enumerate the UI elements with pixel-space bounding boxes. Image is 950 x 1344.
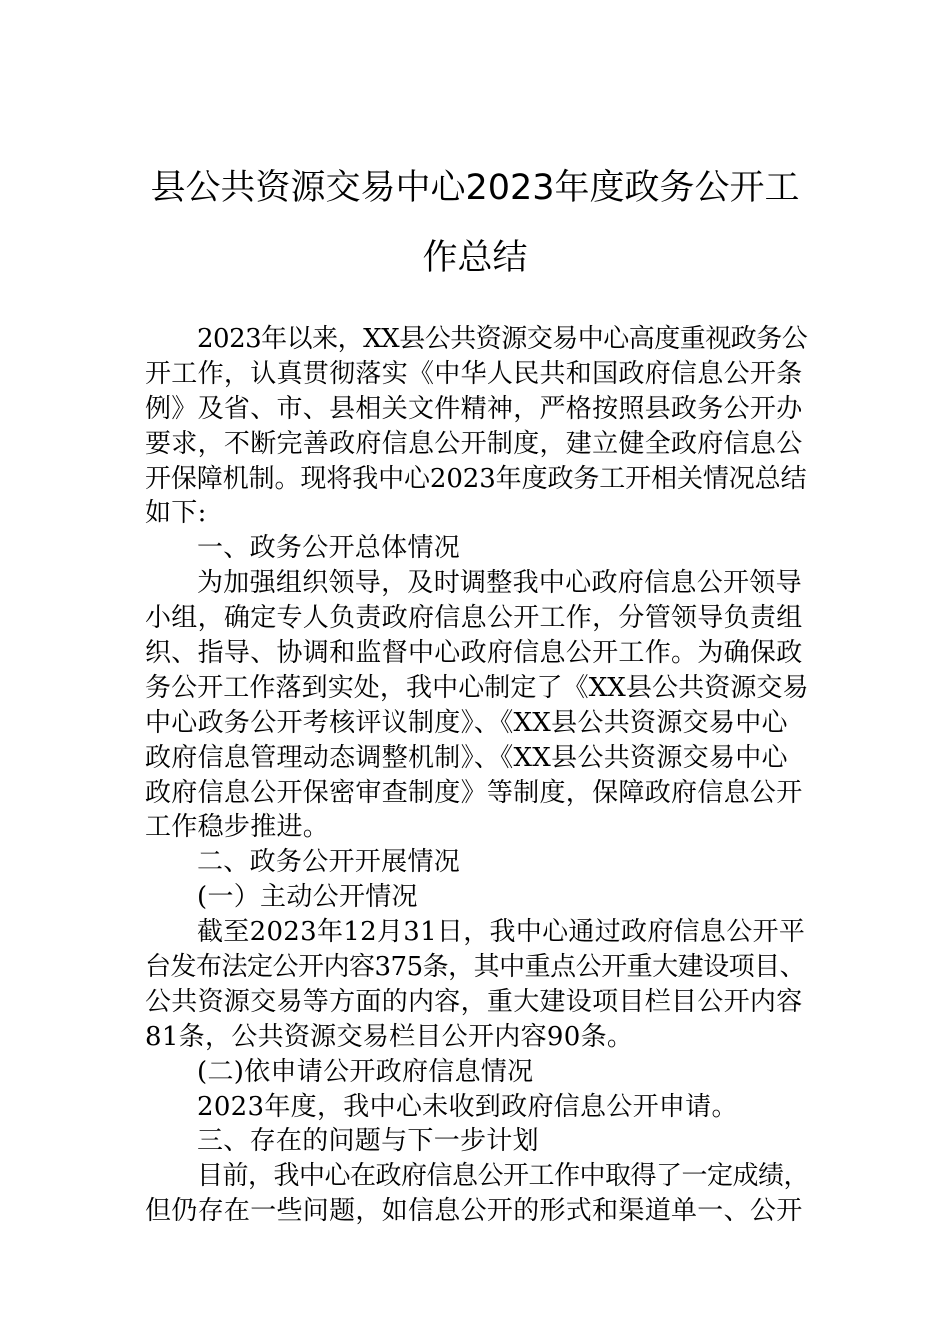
text-line: 截至2023年12月31日，我中心通过政府信息公开平 bbox=[197, 917, 806, 948]
text-line: 为加强组织领导，及时调整我中心政府信息公开领导 bbox=[197, 568, 802, 599]
text-line: 例》及省、市、县相关文件精神，严格按照县政务公开办 bbox=[145, 393, 803, 424]
text-line: (二)依申请公开政府信息情况 bbox=[197, 1056, 534, 1087]
text-line: 81条，公共资源交易栏目公开内容90条。 bbox=[145, 1021, 634, 1052]
text-line: 台发布法定公开内容375条，其中重点公开重大建设项目、 bbox=[145, 952, 806, 983]
text-line: 务公开工作落到实处，我中心制定了《XX县公共资源交易 bbox=[145, 672, 809, 703]
text-line: 中心政务公开考核评议制度》、《XX县公共资源交易中心 bbox=[145, 707, 788, 738]
text-line: 织、指导、协调和监督中心政府信息公开工作。为确保政 bbox=[145, 638, 803, 669]
text-line: 但仍存在一些问题，如信息公开的形式和渠道单一、公开 bbox=[145, 1196, 803, 1227]
text-line: 工作稳步推进。 bbox=[145, 812, 330, 843]
text-line: 公共资源交易等方面的内容，重大建设项目栏目公开内容 bbox=[145, 986, 803, 1017]
text-line: 一、政务公开总体情况 bbox=[197, 533, 461, 564]
text-line: 小组，确定专人负责政府信息公开工作，分管领导负责组 bbox=[145, 603, 803, 634]
text-line: 开工作，认真贯彻落实《中华人民共和国政府信息公开条 bbox=[145, 358, 803, 389]
text-line: 政府信息公开保密审查制度》等制度，保障政府信息公开 bbox=[145, 777, 803, 808]
document-body bbox=[145, 322, 810, 1229]
text-line: 目前，我中心在政府信息公开工作中取得了一定成绩， bbox=[197, 1161, 810, 1192]
text-line: 2023年以来，XX县公共资源交易中心高度重视政务公 bbox=[197, 324, 808, 354]
text-line: 二、政务公开开展情况 bbox=[197, 847, 461, 878]
text-line: (一）主动公开情况 bbox=[197, 882, 418, 913]
text-line: 要求，不断完善政府信息公开制度，建立健全政府信息公 bbox=[145, 428, 803, 459]
text-line: 2023年度，我中心未收到政府信息公开申请。 bbox=[197, 1091, 738, 1122]
text-line: 三、存在的问题与下一步计划 bbox=[197, 1126, 539, 1157]
text-line: 开保障机制。现将我中心2023年度政务工开相关情况总结 bbox=[145, 463, 807, 494]
text-line: 政府信息管理动态调整机制》、《XX县公共资源交易中心 bbox=[145, 742, 788, 773]
text-line: 如下: bbox=[145, 498, 207, 529]
document-title-line-2: 作总结 bbox=[422, 238, 528, 278]
document-title-line-1: 县公共资源交易中心2023年度政务公开工 bbox=[150, 168, 800, 208]
